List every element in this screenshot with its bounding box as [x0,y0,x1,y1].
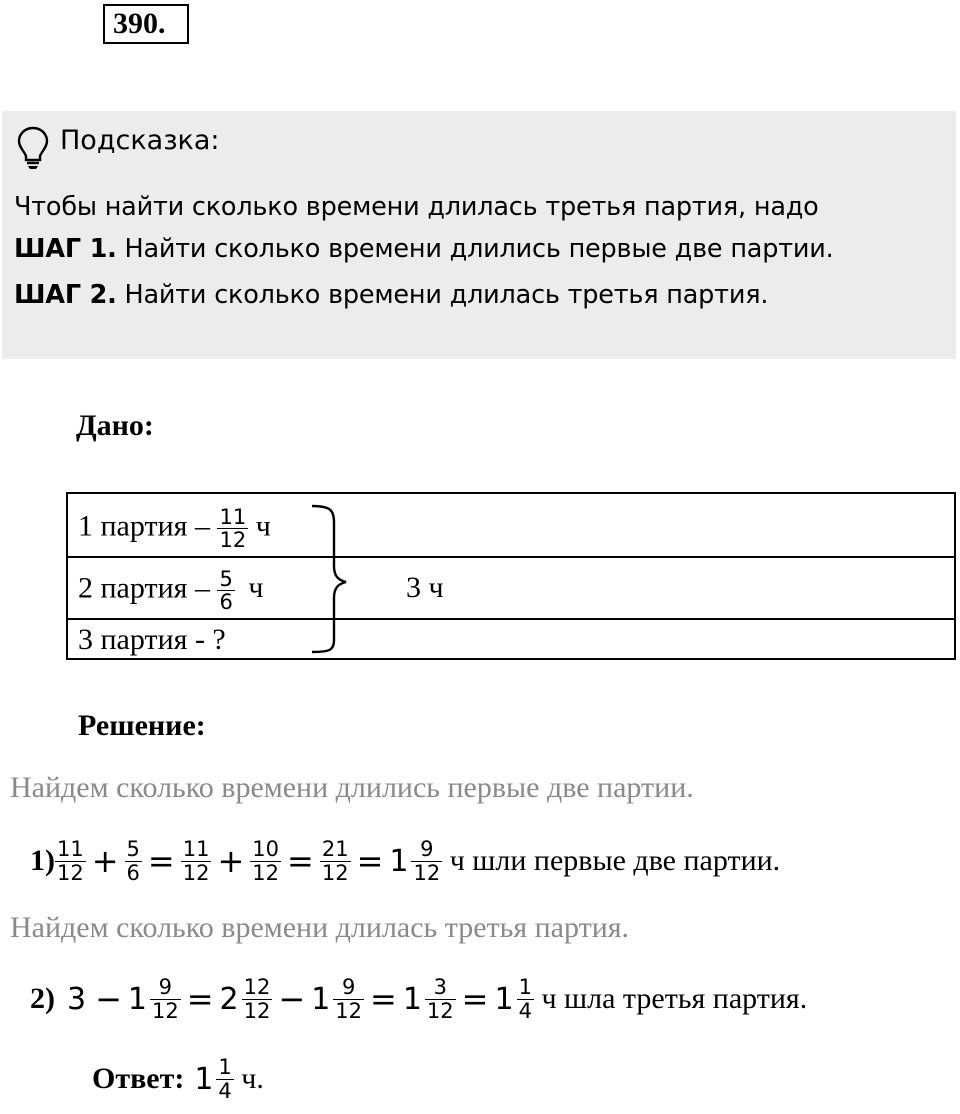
answer-fraction [216,1056,233,1101]
fraction-denominator: 12 [182,860,210,885]
table-row-divider [68,556,954,558]
problem-number: 390. [103,4,189,44]
fraction-numerator: 10 [252,837,280,862]
whole-part: 1 [389,843,409,879]
fraction-denominator: 12 [413,860,441,885]
whole-part: 2 [219,981,239,1017]
answer [92,1046,264,1112]
equals-sign: = [186,980,214,1018]
fraction-denominator: 12 [219,528,247,553]
fraction [181,838,212,883]
equals-sign: = [461,980,489,1018]
fraction [150,976,181,1021]
fraction-numerator: 5 [126,837,140,862]
hint-box [2,111,956,359]
whole-part: 1 [494,981,514,1017]
fraction [320,838,351,883]
fraction [125,838,142,883]
row-1-label: 1 партия – [78,509,210,543]
whole-part: 1 [311,981,331,1017]
fraction-denominator: 12 [426,998,454,1023]
step-2-result-text: ч шла третья партия. [533,982,808,1015]
fraction-denominator: 4 [518,998,532,1023]
step-2-label: ШАГ 2. [14,280,117,310]
equals-sign: = [370,980,397,1018]
solution-note-2: Найдем сколько времени длилась третья партия. [10,911,630,944]
fraction [242,976,273,1021]
minus-sign: − [278,980,306,1018]
fraction-numerator: 5 [219,567,233,591]
fraction-denominator: 12 [321,860,349,885]
solution-note-1: Найдем сколько времени длились первые две партии. [10,771,694,804]
fraction [517,976,534,1021]
hint-step-1 [14,231,834,267]
answer-label: Ответ: [92,1062,185,1095]
fraction-numerator: 1 [518,975,532,1000]
row-2-fraction [217,568,234,613]
given-heading: Дано: [76,409,154,442]
minus-sign: − [95,980,122,1018]
curly-brace [308,502,348,654]
total-time: 3 ч [406,571,444,604]
lightbulb-icon [16,125,50,171]
given-row-2 [78,568,263,613]
fraction-numerator: 3 [425,976,456,999]
row-1-fraction [217,506,248,551]
whole-part: 1 [127,981,147,1017]
step-1-text: Найти сколько времени длились первые две партии. [116,234,834,264]
whole-part: 1 [402,981,422,1017]
step-2-text: Найти сколько времени длилась третья партия. [116,280,769,310]
hint-step-2 [14,277,768,313]
fraction-denominator: 12 [252,860,280,885]
fraction-numerator: 9 [333,976,364,999]
answer-unit: ч. [233,1062,264,1095]
row-1-unit: ч [255,509,271,543]
step-1-result-text: ч шли первые две партии. [442,844,781,877]
fraction [425,976,456,1021]
plus-sign: + [91,842,119,880]
fraction-numerator: 1 [218,1055,232,1080]
equals-sign: = [147,842,175,880]
fraction [411,838,442,883]
given-table [66,492,956,660]
fraction-numerator: 11 [219,505,247,529]
fraction-numerator: 12 [243,975,271,1000]
fraction-denominator: 12 [57,860,84,885]
plus-sign: + [217,842,245,880]
fraction-numerator: 21 [321,837,349,862]
answer-whole-part: 1 [194,1061,214,1097]
equals-sign: = [356,842,384,880]
fraction-numerator: 11 [57,837,84,862]
fraction [333,976,364,1021]
fraction-denominator: 12 [335,998,363,1023]
step-1-number: 1) [30,844,55,877]
fraction-denominator: 4 [218,1078,232,1103]
table-row-divider [68,618,954,620]
row-2-label: 2 партия – [78,571,210,605]
step-2-number: 2) [30,982,55,1015]
fraction [55,838,86,883]
given-row-1 [78,506,271,551]
number: 3 [67,981,87,1017]
fraction-denominator: 6 [126,860,140,885]
fraction-numerator: 9 [411,838,442,861]
hint-title: Подсказка: [60,125,220,156]
given-row-3: 3 партия - ? [78,623,226,656]
fraction-denominator: 12 [152,998,179,1023]
step-1-label: ШАГ 1. [14,234,117,264]
equals-sign: = [287,842,314,880]
fraction-numerator: 9 [150,976,181,999]
fraction-denominator: 12 [243,998,271,1023]
fraction-numerator: 11 [182,837,210,862]
fraction-denominator: 6 [219,590,233,615]
solution-step-2 [30,966,807,1032]
hint-line-1: Чтобы найти сколько времени длилась третья партия, надо [14,192,819,222]
row-2-unit: ч [248,571,264,605]
solution-step-1 [30,828,780,894]
fraction [250,838,281,883]
solution-heading: Решение: [78,709,206,742]
